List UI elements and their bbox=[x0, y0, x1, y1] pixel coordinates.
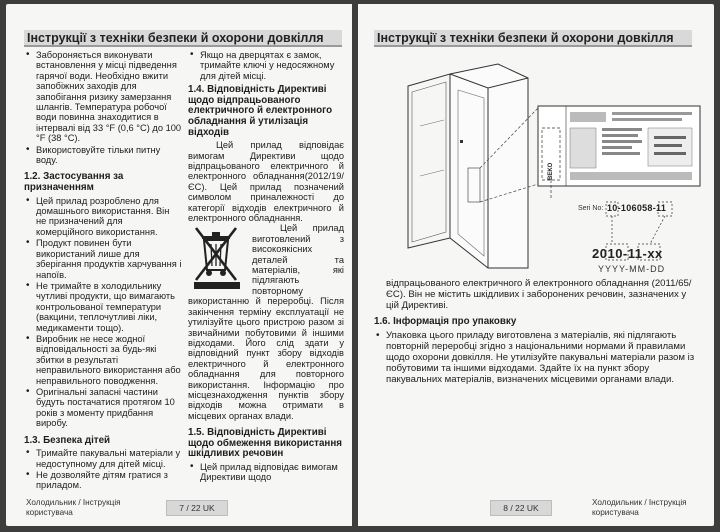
paragraph-continued: відпрацьованого електричного й електронного обладнання (2011/65/ЄС). Він не містить шкідливих і заборонених речовин, зазначених у цій Директиві. bbox=[386, 278, 692, 311]
crossed-bin-icon bbox=[188, 224, 246, 290]
left-column-2 bbox=[188, 50, 344, 484]
list-item: • Не дозволяйте дітям гратися з приладом. bbox=[24, 470, 182, 491]
right-page-header-title: Інструкції з техніки безпеки й охорони довкілля bbox=[377, 31, 674, 45]
production-date: 2010-11-xx bbox=[592, 246, 663, 261]
page-number-left: 7 / 22 UK bbox=[166, 500, 228, 516]
right-page-header bbox=[374, 30, 692, 47]
list-item: • Забороняється виконувати встановлення у місці підведення гарячої води. Необхідно вжити запобіжних заходів для запобігання ризику замерзання шлангів. Температура робочої води повинна знаходитися в інтервалі від 33 °F (0,6 °C) до 100 °F (38 °C). bbox=[24, 50, 182, 144]
left-page bbox=[6, 4, 352, 526]
list-1-2 bbox=[24, 196, 182, 429]
section-title-1-3: 1.3. Безпека дітей bbox=[24, 434, 111, 446]
right-page bbox=[358, 4, 714, 526]
list-1-3 bbox=[24, 448, 182, 491]
list-item: • Виробник не несе жодної відповідальності за будь-які збитки в результаті неправильного використання або неправильного поводження. bbox=[24, 334, 182, 386]
footer-product-left: Холодильник / Інструкція користувача bbox=[26, 498, 121, 517]
list-item: • Упаковка цього приладу виготовлена з матеріалів, які підлягають повторній переробці згідно з національними нормами й правилами щодо охорони довкілля. Не утилізуйте пакувальні матеріали разом із побутовими та іншими відходами. Здайте їх на пункт збору пакувальних матеріалів, визначених місцевими органами влади. bbox=[374, 330, 700, 385]
list-1-5 bbox=[188, 462, 344, 483]
list-item: • Продукт повинен бути використаний лише для зберігання продуктів харчування і напоїв. bbox=[24, 238, 182, 280]
list-item: • Тримайте пакувальні матеріали у недоступному для дітей місці. bbox=[24, 448, 182, 469]
list-item: • Використовуйте тільки питну воду. bbox=[24, 145, 182, 166]
right-column bbox=[374, 278, 700, 386]
list-item: • Оригінальні запасні частини будуть постачатися протягом 10 років з моменту придбання виробу. bbox=[24, 387, 182, 429]
section-title-1-6: 1.6. Інформація про упаковку bbox=[374, 316, 517, 327]
paragraph-weee: Цей прилад виготовлений з високоякісних деталей та матеріалів, які підлягають повторному використанню й переробці. Після закінчення терміну експлуатації не утилізуйте цього пристрою разом зі звичайними побутовими й іншими відходами. Його слід здати у відповідний пункт збору відходів електричного й електронного обладнання для повторного використання. Інформацію про місцезнаходження пунктів збору відходів можна отримати в місцевих органах влади. bbox=[188, 223, 344, 421]
list-item: • Не тримайте в холодильнику чутливі продукти, що вимагають контрольованої температури (вакцини, теплочутливі ліки, медикаменти тощо). bbox=[24, 281, 182, 333]
weee-block bbox=[188, 223, 344, 421]
list-1-6 bbox=[374, 330, 700, 385]
left-column-1 bbox=[24, 50, 182, 492]
paragraph-1-4: Цей прилад відповідає вимогам Директиви щодо відпрацьованого електричного й електронного обладнання(2012/19/ЄС). Цей прилад позначений символом приналежності до категорії відходів електричного й електронного обладнання. bbox=[188, 140, 344, 224]
list-item: • Якщо на дверцятах є замок, тримайте ключі у недосяжному для дітей місці. bbox=[188, 50, 344, 81]
list-item: • Цей прилад відповідає вимогам Директиви щодо bbox=[188, 462, 344, 483]
page-number-right: 8 / 22 UK bbox=[490, 500, 552, 516]
list-top-col2 bbox=[188, 50, 344, 81]
rating-label-figure bbox=[398, 56, 704, 278]
serial-label: Seri No: bbox=[578, 205, 604, 212]
left-page-header-title: Інструкції з техніки безпеки й охорони довкілля bbox=[27, 31, 324, 45]
list-item: • Цей прилад розроблено для домашнього використання. Він не призначений для комерційного використання. bbox=[24, 196, 182, 238]
section-title-1-5: 1.5. Відповідність Директиві щодо обмеження використання шкідливих речовин bbox=[188, 427, 342, 460]
section-title-1-4: 1.4. Відповідність Директиві щодо відпрацьованого електричного й електронного обладнання й утилізація відходів bbox=[188, 84, 333, 138]
section-title-1-2: 1.2. Застосування за призначенням bbox=[24, 171, 124, 194]
footer-product-right: Холодильник / Інструкція користувача bbox=[592, 498, 687, 517]
left-page-header bbox=[24, 30, 342, 47]
list-top bbox=[24, 50, 182, 165]
date-format: YYYY-MM-DD bbox=[598, 264, 666, 274]
brand-logo: BEKO bbox=[548, 162, 554, 180]
serial-number: 10-106058-11 bbox=[607, 203, 667, 213]
